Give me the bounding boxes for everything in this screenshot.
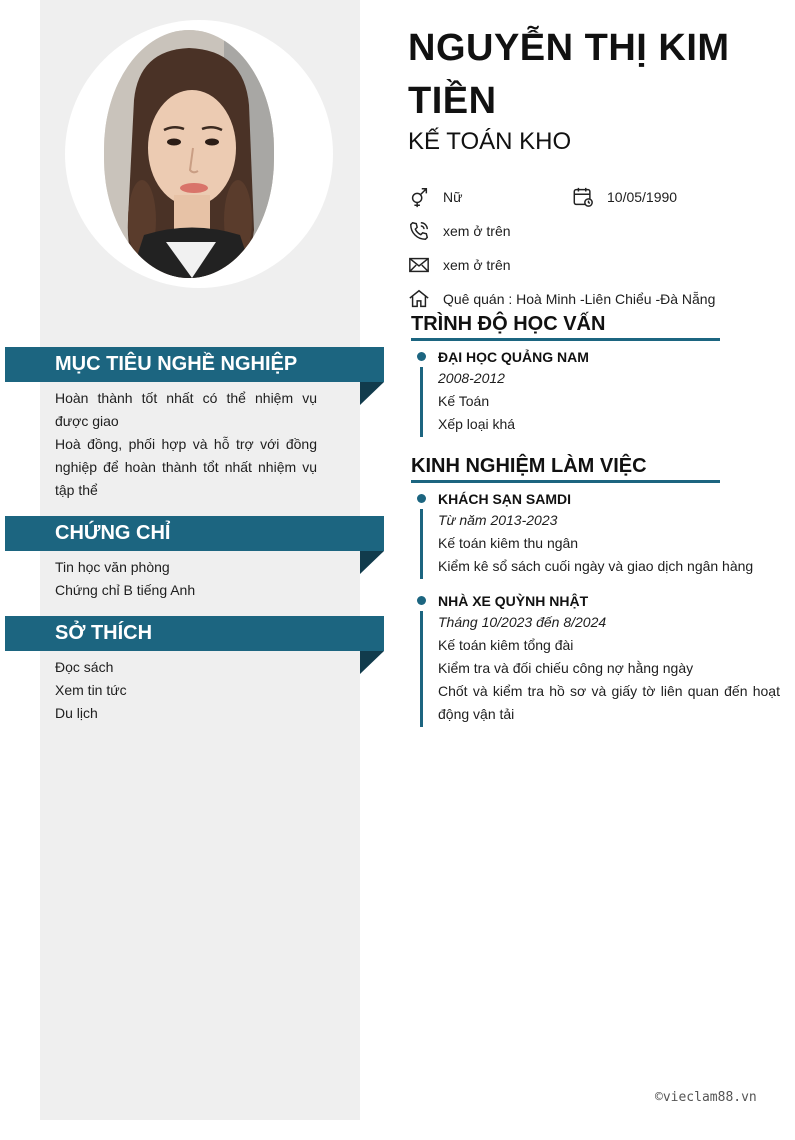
certificate-item: Chứng chỉ B tiếng Anh xyxy=(55,582,196,598)
phone-value: xem ở trên xyxy=(443,223,511,239)
certificate-item: Tin học văn phòng xyxy=(55,559,170,575)
company-name: NHÀ XE QUỲNH NHẬT xyxy=(438,593,589,609)
phone-icon xyxy=(408,220,430,242)
timeline-bar xyxy=(420,611,423,727)
hobby-item: Xem tin tức xyxy=(55,682,127,698)
certificates-list xyxy=(55,556,317,602)
home-icon xyxy=(408,288,430,310)
objective-line: Hoà đồng, phối hợp và hỗ trợ với đồng nghiệp để hoàn thành tổt nhất nhiệm vụ tập thể xyxy=(55,436,317,498)
hobbies-list xyxy=(55,656,317,725)
email-row xyxy=(408,254,511,276)
phone-row xyxy=(408,220,511,242)
experience-line: Kế toán kiêm tổng đài xyxy=(438,637,574,653)
hobby-item: Đọc sách xyxy=(55,659,114,675)
hobbies-banner: SỞ THÍCH xyxy=(5,616,384,651)
bullet-dot xyxy=(417,494,426,503)
experience-entry xyxy=(415,489,780,578)
gender-row xyxy=(408,186,462,208)
gender-value: Nữ xyxy=(443,189,463,205)
objective-banner: MỤC TIÊU NGHỀ NGHIỆP xyxy=(5,347,384,382)
education-major: Kế Toán xyxy=(438,393,490,409)
hobby-item: Du lịch xyxy=(55,705,98,721)
education-title: TRÌNH ĐỘ HỌC VẤN xyxy=(411,312,720,341)
hometown-row xyxy=(408,288,715,310)
bullet-dot xyxy=(417,596,426,605)
calendar-icon xyxy=(572,186,594,208)
objective-line: Hoàn thành tốt nhất có thể nhiệm vụ được giao xyxy=(55,390,317,429)
email-value: xem ở trên xyxy=(443,257,511,273)
timeline-bar xyxy=(420,509,423,579)
experience-line: Kiểm tra và đối chiếu công nợ hằng ngày xyxy=(438,660,694,676)
hometown-value: Quê quán : Hoà Minh -Liên Chiểu -Đà Nẵng xyxy=(443,291,716,307)
full-name: NGUYỄN THỊ KIM TIỀN xyxy=(408,27,730,122)
experience-period: Từ năm 2013-2023 xyxy=(438,512,558,528)
birthdate-value: 10/05/1990 xyxy=(607,189,678,205)
experience-period: Tháng 10/2023 đến 8/2024 xyxy=(438,614,607,630)
gender-icon xyxy=(408,186,430,208)
bullet-dot xyxy=(417,352,426,361)
education-grade: Xếp loại khá xyxy=(438,416,516,432)
objective-text xyxy=(55,387,317,502)
company-name: KHÁCH SẠN SAMDI xyxy=(438,491,571,507)
birthdate-row xyxy=(572,186,677,208)
education-period: 2008-2012 xyxy=(438,370,505,386)
mail-icon xyxy=(408,254,430,276)
experience-title: KINH NGHIỆM LÀM VIỆC xyxy=(411,454,720,483)
job-title: KẾ TOÁN KHO xyxy=(408,128,572,155)
banner-fold xyxy=(360,551,384,574)
experience-entry xyxy=(415,591,780,726)
avatar xyxy=(104,30,274,278)
timeline-bar xyxy=(420,367,423,437)
watermark: ©vieclam88.vn xyxy=(655,1090,757,1105)
education-entry xyxy=(415,347,780,436)
school-name: ĐẠI HỌC QUẢNG NAM xyxy=(438,349,589,365)
experience-line: Kiểm kê sổ sách cuối ngày và giao dịch ngân hàng xyxy=(438,558,754,574)
certificates-banner: CHỨNG CHỈ xyxy=(5,516,384,551)
experience-line: Chốt và kiểm tra hồ sơ và giấy tờ liên quan đến hoạt động vận tải xyxy=(438,683,780,722)
experience-line: Kế toán kiêm thu ngân xyxy=(438,535,579,551)
banner-fold xyxy=(360,382,384,405)
banner-fold xyxy=(360,651,384,674)
